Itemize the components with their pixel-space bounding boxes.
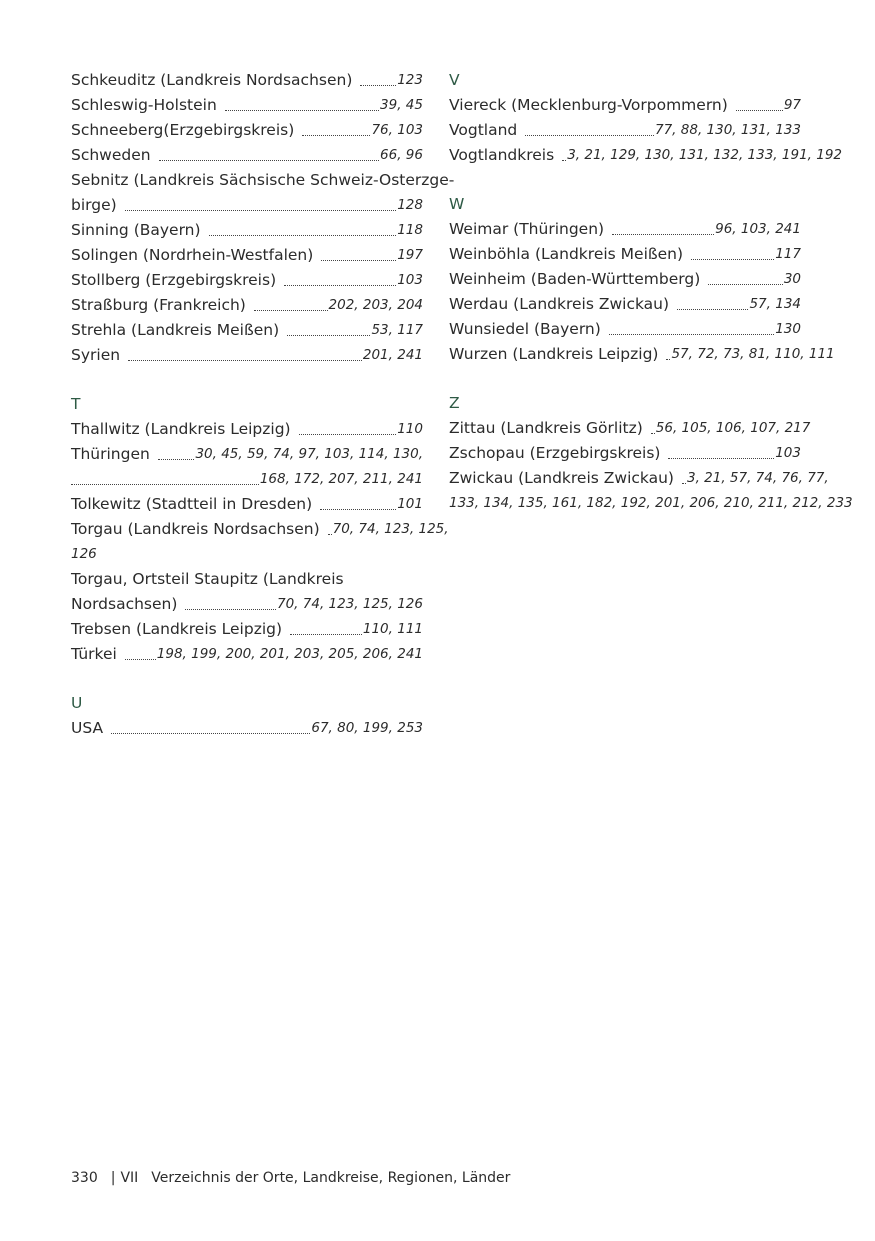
entry-pages: 197 (397, 247, 423, 263)
leader-dots (328, 533, 332, 535)
entry-name: Viereck (Mecklenburg-Vorpommern) (449, 96, 728, 114)
entry-pages: 57, 72, 73, 81, 110, 111 (671, 346, 835, 362)
index-entry-continuation (449, 491, 853, 516)
entry-pages: 133, 134, 135, 161, 182, 192, 201, 206, 210, 211, 212, 233 (449, 495, 853, 511)
entry-pages: 117 (775, 246, 801, 262)
entry-name: Zwickau (Landkreis Zwickau) (449, 469, 674, 487)
entry-name: Nordsachsen) (71, 595, 178, 613)
entry-name: Schneeberg(Erzgebirgskreis) (71, 121, 295, 139)
index-entry (71, 68, 423, 93)
entry-pages: 30 (783, 271, 801, 287)
entry-name: Syrien (71, 346, 121, 364)
index-entry-continuation (71, 467, 423, 492)
page-number: 330 (71, 1170, 98, 1186)
entry-name: Vogtlandkreis (449, 146, 555, 164)
index-entry (71, 93, 423, 118)
leader-dots (209, 234, 397, 236)
leader-dots (158, 458, 195, 460)
leader-dots (525, 134, 654, 136)
entry-name: Türkei (71, 645, 117, 663)
index-entry (449, 416, 811, 441)
leader-dots (682, 482, 686, 484)
section-heading-w: W (449, 195, 465, 213)
index-column-right (449, 68, 853, 516)
leader-dots (736, 109, 783, 111)
index-entry (449, 441, 801, 466)
section-heading-t: T (71, 395, 81, 413)
entry-pages: 76, 103 (371, 122, 423, 138)
entry-name: birge) (71, 196, 117, 214)
entry-name: Vogtland (449, 121, 518, 139)
index-entry (71, 716, 423, 741)
leader-dots (320, 508, 396, 510)
entry-pages: 101 (397, 496, 423, 512)
leader-dots (71, 483, 259, 485)
entry-pages: 103 (775, 445, 801, 461)
leader-dots (185, 608, 276, 610)
index-entry-continuation (71, 542, 423, 567)
index-entry (449, 317, 801, 342)
index-column-left (71, 68, 455, 741)
leader-dots (125, 209, 397, 211)
entry-pages: 56, 105, 106, 107, 217 (655, 420, 811, 436)
entry-pages: 110 (397, 421, 423, 437)
entry-name: Strehla (Landkreis Meißen) (71, 321, 280, 339)
entry-pages: 70, 74, 123, 125, (332, 521, 449, 537)
entry-pages: 30, 45, 59, 74, 97, 103, 114, 130, (195, 446, 423, 462)
index-entry (71, 417, 423, 442)
entry-pages: 66, 96 (380, 147, 423, 163)
entry-pages: 202, 203, 204 (328, 297, 423, 313)
entry-name: Stollberg (Erzgebirgskreis) (71, 271, 277, 289)
leader-dots (254, 309, 328, 311)
leader-dots (668, 457, 774, 459)
leader-dots (299, 433, 397, 435)
index-entry (449, 143, 843, 168)
index-entry (71, 592, 423, 617)
entry-name: Werdau (Landkreis Zwickau) (449, 295, 670, 313)
entry-name: Schkeuditz (Landkreis Nordsachsen) (71, 71, 353, 89)
entry-pages: 198, 199, 200, 201, 203, 205, 206, 241 (156, 646, 423, 662)
leader-dots (321, 259, 396, 261)
entry-name: Thüringen (71, 445, 150, 463)
entry-pages: 123 (397, 72, 423, 88)
index-entry (71, 642, 423, 667)
index-entry (449, 217, 801, 242)
leader-dots (290, 633, 362, 635)
index-entry (71, 193, 423, 218)
index-entry (71, 143, 423, 168)
section-heading-u: U (71, 694, 83, 712)
entry-pages: 70, 74, 123, 125, 126 (277, 596, 423, 612)
leader-dots (691, 258, 774, 260)
index-entry (449, 292, 801, 317)
entry-name: Thallwitz (Landkreis Leipzig) (71, 420, 291, 438)
leader-dots (666, 358, 670, 360)
entry-name: Straßburg (Frankreich) (71, 296, 246, 314)
entry-name: Weinheim (Baden-Württemberg) (449, 270, 701, 288)
leader-dots (125, 658, 156, 660)
entry-name: Trebsen (Landkreis Leipzig) (71, 620, 283, 638)
leader-dots (111, 732, 310, 734)
entry-pages: 96, 103, 241 (715, 221, 801, 237)
entry-pages: 110, 111 (362, 621, 423, 637)
leader-dots (128, 359, 362, 361)
entry-pages: 3, 21, 129, 130, 131, 132, 133, 191, 192 (567, 147, 843, 163)
footer-separator: | (110, 1170, 116, 1186)
section-heading-v: V (449, 71, 460, 89)
entry-pages: 103 (397, 272, 423, 288)
index-entry (449, 466, 829, 491)
index-entry (449, 118, 801, 143)
entry-pages: 57, 134 (749, 296, 801, 312)
index-entry (71, 268, 423, 293)
entry-pages: 3, 21, 57, 74, 76, 77, (686, 470, 829, 486)
index-entry (449, 342, 835, 367)
index-entry (71, 218, 423, 243)
entry-pages: 130 (775, 321, 801, 337)
entry-pages: 67, 80, 199, 253 (311, 720, 423, 736)
index-entry (71, 442, 423, 467)
leader-dots (302, 134, 370, 136)
index-entry (71, 293, 423, 318)
index-entry (71, 118, 423, 143)
entry-name: Torgau (Landkreis Nordsachsen) (71, 520, 320, 538)
entry-name: Wunsiedel (Bayern) (449, 320, 601, 338)
index-entry (71, 318, 423, 343)
index-entry (449, 93, 801, 118)
page-footer (71, 1170, 523, 1186)
leader-dots (708, 283, 783, 285)
entry-pages: 53, 117 (371, 322, 423, 338)
leader-dots (609, 333, 774, 335)
leader-dots (562, 159, 566, 161)
leader-dots (651, 432, 655, 434)
entry-name: Schleswig-Holstein (71, 96, 217, 114)
entry-name: Wurzen (Landkreis Leipzig) (449, 345, 659, 363)
leader-dots (225, 109, 379, 111)
entry-name: Sebnitz (Landkreis Sächsische Schweiz-Osterzge- (71, 171, 455, 189)
section-heading-z: Z (449, 394, 460, 412)
leader-dots (612, 233, 714, 235)
leader-dots (159, 159, 379, 161)
index-entry (449, 267, 801, 292)
entry-name: Weinböhla (Landkreis Meißen) (449, 245, 684, 263)
index-entry (71, 617, 423, 642)
entry-name: Weimar (Thüringen) (449, 220, 605, 238)
index-entry-name-line (71, 168, 455, 193)
entry-name: Zittau (Landkreis Görlitz) (449, 419, 643, 437)
leader-dots (677, 308, 748, 310)
leader-dots (287, 334, 370, 336)
index-entry (449, 242, 801, 267)
entry-name: Schweden (71, 146, 151, 164)
entry-name: Sinning (Bayern) (71, 221, 201, 239)
index-entry-name-line (71, 567, 423, 592)
entry-pages: 168, 172, 207, 211, 241 (259, 471, 423, 487)
entry-name: Zschopau (Erzgebirgskreis) (449, 444, 661, 462)
entry-pages: 77, 88, 130, 131, 133 (655, 122, 801, 138)
index-entry (71, 492, 423, 517)
entry-name: Tolkewitz (Stadtteil in Dresden) (71, 495, 313, 513)
index-entry (71, 243, 423, 268)
entry-pages: 126 (71, 546, 97, 562)
index-entry (71, 517, 449, 542)
entry-name: Torgau, Ortsteil Staupitz (Landkreis (71, 570, 344, 588)
leader-dots (360, 84, 396, 86)
entry-pages: 201, 241 (362, 347, 423, 363)
entry-pages: 128 (397, 197, 423, 213)
leader-dots (284, 284, 396, 286)
entry-name: USA (71, 719, 104, 737)
chapter-title: Verzeichnis der Orte, Landkreise, Regionen, Länder (151, 1170, 511, 1186)
index-entry (71, 343, 423, 368)
entry-name: Solingen (Nordrhein-Westfalen) (71, 246, 314, 264)
entry-pages: 39, 45 (380, 97, 423, 113)
entry-pages: 97 (783, 97, 801, 113)
entry-pages: 118 (397, 222, 423, 238)
chapter-number: VII (120, 1170, 139, 1186)
